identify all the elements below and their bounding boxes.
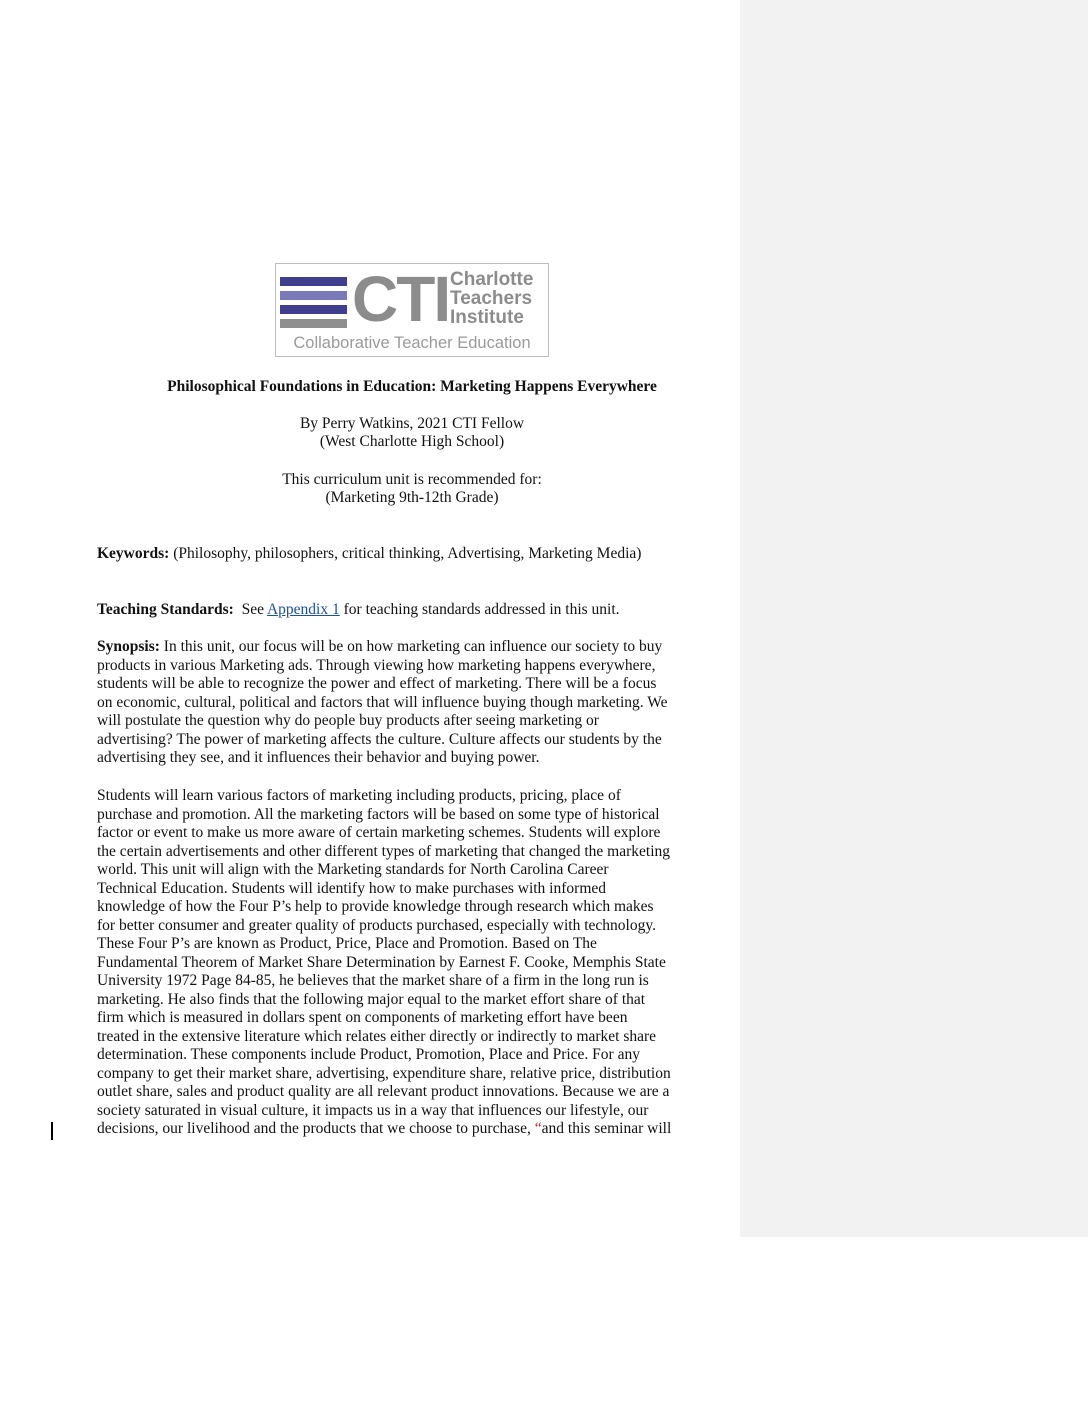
body-line: outlet share, sales and product quality are all relevant product innovations. Because we are a xyxy=(97,1083,670,1100)
document-title: Philosophical Foundations in Education: Marketing Happens Everywhere xyxy=(167,378,657,395)
body-line: Fundamental Theorem of Market Share Determination by Earnest F. Cooke, Memphis State xyxy=(97,953,666,971)
text-cursor xyxy=(51,1122,53,1140)
body-paragraph xyxy=(97,787,702,1139)
synopsis-line: advertising? The power of marketing affects the culture. Culture affects our students by the xyxy=(97,730,662,748)
logo-acronym: CTI xyxy=(352,263,450,335)
body-line: Technical Education. Students will identify how to make purchases with informed xyxy=(97,879,607,897)
logo-bar xyxy=(280,305,347,314)
synopsis-line: advertising they see, and it influences their behavior and buying power. xyxy=(97,749,540,766)
body-line xyxy=(97,1120,702,1139)
author-byline: By Perry Watkins, 2021 CTI Fellow xyxy=(299,415,525,432)
body-line: Students will learn various factors of marketing including products, pricing, place of xyxy=(97,787,621,804)
body-line: These Four P’s are known as Product, Price, Place and Promotion. Based on The xyxy=(97,935,597,952)
appendix-link[interactable]: Appendix 1 xyxy=(266,601,340,618)
teaching-standards-suffix: for teaching standards addressed in this unit. xyxy=(339,601,620,618)
synopsis-paragraph xyxy=(97,638,702,768)
tracked-change-quote: “ xyxy=(534,1120,542,1137)
body-line: purchase and promotion. All the marketing factors will be based on some type of historical xyxy=(97,805,660,823)
keywords-line xyxy=(97,545,702,564)
logo-name-line: Institute xyxy=(450,307,524,328)
body-line: the certain advertisements and other different types of marketing that changed the marketing xyxy=(97,842,671,860)
body-line: company to get their market share, advertising, expenditure share, relative price, distribution xyxy=(97,1064,671,1082)
body-line: society saturated in visual culture, it impacts us in a way that influences our lifestyle, our xyxy=(97,1101,649,1119)
logo-name-line: Charlotte xyxy=(450,269,534,290)
synopsis-line: will postulate the question why do people buy products after seeing marketing or xyxy=(97,712,599,729)
synopsis-text: In this unit, our focus will be on how marketing can influence our society to buy xyxy=(159,638,663,655)
recommendation-intro: This curriculum unit is recommended for: xyxy=(282,471,542,488)
body-line: for better consumer and greater quality of products purchased, especially with technology. xyxy=(97,916,656,934)
teaching-standards-prefix: See xyxy=(233,601,267,618)
teaching-standards-line xyxy=(97,601,702,620)
body-line: world. This unit will align with the Marketing standards for North Carolina Career xyxy=(97,861,609,878)
body-last-line-start: decisions, our livelihood and the products that we choose to purchase, xyxy=(97,1120,535,1137)
keywords-label: Keywords: xyxy=(97,545,170,562)
body-line: treated in the extensive literature which relates either directly or indirectly to market share xyxy=(97,1027,657,1045)
logo-name-line: Teachers xyxy=(450,288,533,309)
body-line: knowledge of how the Four P’s help to provide knowledge through research which makes xyxy=(97,898,654,915)
logo-bar xyxy=(280,277,347,286)
keywords-paragraph xyxy=(97,545,702,564)
logo-tagline: Collaborative Teacher Education xyxy=(293,334,531,352)
body-line: determination. These components include Product, Promotion, Place and Price. For any xyxy=(97,1046,640,1063)
author-school: (West Charlotte High School) xyxy=(319,433,505,450)
logo-bar xyxy=(280,319,347,328)
synopsis-line: products in various Marketing ads. Through viewing how marketing happens everywhere, xyxy=(97,656,656,674)
synopsis-line xyxy=(97,638,702,657)
body-line: marketing. He also finds that the following major equal to the market effort share of that xyxy=(97,990,646,1008)
synopsis-line: students will be able to recognize the power and effect of marketing. There will be a focus xyxy=(97,675,657,692)
comment-pane xyxy=(740,0,1088,1237)
body-line: firm which is measured in dollars spent on components of marketing effort have been xyxy=(97,1009,628,1026)
body-last-line-end: and this seminar will xyxy=(541,1120,672,1137)
teaching-standards-label: Teaching Standards: xyxy=(97,601,234,618)
keywords-text: (Philosophy, philosophers, critical thinking, Advertising, Marketing Media) xyxy=(169,545,642,562)
logo-institute-name xyxy=(450,270,533,327)
synopsis-line: on economic, cultural, political and factors that will influence buying though marketing. We xyxy=(97,693,668,711)
synopsis-label: Synopsis: xyxy=(97,638,160,655)
logo-bar xyxy=(280,291,347,300)
body-line: University 1972 Page 84-85, he believes that the market share of a firm in the long run is xyxy=(97,972,649,989)
teaching-standards-paragraph xyxy=(97,601,702,620)
logo-bars xyxy=(280,277,347,333)
recommendation-audience: (Marketing 9th-12th Grade) xyxy=(325,489,499,506)
body-line: factor or event to make us more aware of certain marketing schemes. Students will explore xyxy=(97,824,661,841)
cti-logo xyxy=(275,263,549,357)
